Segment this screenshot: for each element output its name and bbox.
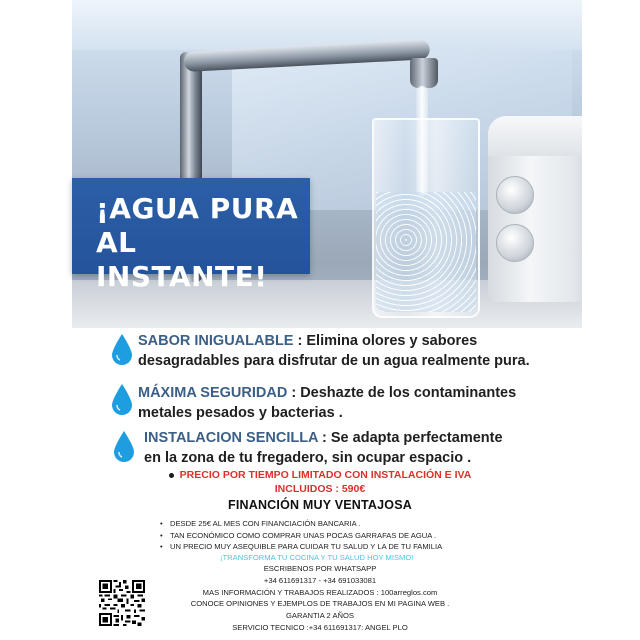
purifier-top: [488, 116, 582, 156]
highlight-text: ¡TRANSFORMA TU COCINA Y TU SALUD HOY MISMO!: [220, 552, 414, 562]
opinions-info: CONOCE OPINIONES Y EJEMPLOS DE TRABAJOS EN MI PAGINA WEB .: [190, 599, 450, 609]
feature-seguridad: [110, 383, 530, 423]
water-purifier-device: [488, 116, 582, 302]
website-info[interactable]: MAS INFORMACIÓN Y TRABAJOS REALIZADOS : 100arreglos.com: [202, 587, 438, 597]
water-drop-icon: [112, 430, 136, 464]
feature-text-line2: desagradables para disfrutar de un agua realmente pura.: [138, 353, 530, 369]
glass-water: [376, 192, 476, 312]
feature-heading: MÁXIMA SEGURIDAD: [138, 385, 288, 401]
feature-text: : Elimina olores y sabores: [293, 333, 478, 349]
purifier-knob-lower: [496, 224, 534, 262]
purifier-knob-upper: [496, 176, 534, 214]
feature-sabor: [110, 331, 530, 371]
bullet-dot: [169, 473, 174, 478]
service-contact: SERVICIO TECNICO :+34 611691317: ANGEL PLO: [232, 622, 408, 632]
list-item: • UN PRECIO MUY ASEQUIBLE PARA CUIDAR TU SALUD Y LA DE TU FAMILIA: [160, 541, 620, 553]
phone-numbers[interactable]: +34 611691317 - +34 691033081: [263, 575, 377, 585]
price-line-1: PRECIO POR TIEMPO LIMITADO CON INSTALACIÓN E IVA: [179, 469, 472, 481]
water-drop-icon: [110, 333, 134, 367]
list-item: • TAN ECONÓMICO COMO COMPRAR UNAS POCAS GARRAFAS DE AGUA .: [160, 530, 620, 542]
qr-code-icon[interactable]: [99, 580, 145, 626]
feature-text: : Se adapta perfectamente: [318, 430, 503, 446]
price-line-2: INCLUIDOS : 590€: [274, 483, 366, 495]
financing-title: FINANCIÓN MUY VENTAJOSA: [227, 498, 412, 512]
benefit-list: [160, 518, 620, 563]
title-line-2: AL INSTANTE!: [96, 226, 268, 293]
list-item: • DESDE 25€ AL MES CON FINANCIACIÓN BANCARIA .: [160, 518, 620, 530]
feature-instalacion: [110, 428, 530, 468]
contact-block: [0, 563, 640, 634]
title-line-1: ¡AGUA PURA: [96, 192, 299, 225]
water-glass: [372, 118, 480, 318]
hero-wall: [72, 0, 582, 50]
water-drop-icon: [110, 383, 134, 417]
price-block: [0, 468, 640, 512]
faucet-nozzle: [410, 58, 438, 88]
feature-text-line2: metales pesados y bacterias .: [138, 405, 343, 421]
feature-text: : Deshazte de los contaminantes: [287, 385, 517, 401]
feature-text-line2: en la zona de tu fregadero, sin ocupar espacio .: [144, 450, 472, 466]
feature-heading: INSTALACION SENCILLA: [144, 430, 318, 446]
warranty-text: GARANTIA 2 AÑOS: [286, 611, 354, 621]
title-banner: [72, 178, 310, 293]
feature-heading: SABOR INIGUALABLE: [138, 333, 294, 349]
whatsapp-label: ESCRIBENOS POR WHATSAPP: [263, 564, 377, 573]
